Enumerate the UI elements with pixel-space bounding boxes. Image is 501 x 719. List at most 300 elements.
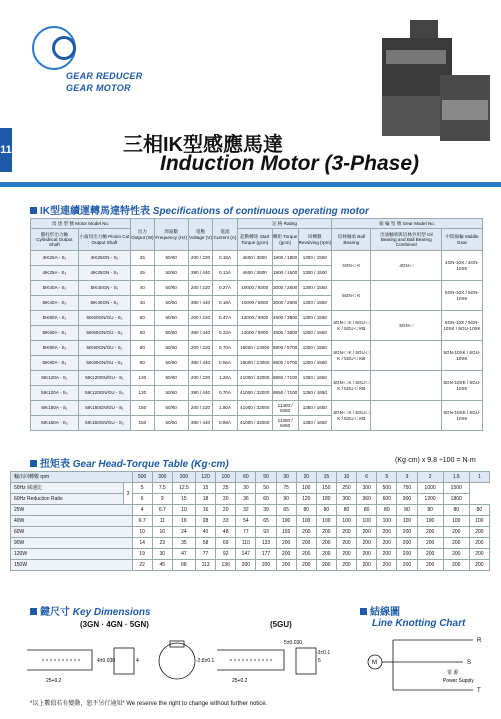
ratio-60-cell: 9: [152, 494, 172, 505]
torque-cell: 24: [172, 527, 195, 538]
header-pinion: 小齒切出力軸 Pinion Cut Output Shaft: [78, 229, 130, 251]
spec-cell-a: 0.88A: [213, 416, 237, 431]
torque-cell: 200: [336, 560, 356, 571]
torque-cell: 200: [377, 527, 397, 538]
ratio-50-cell: 12.5: [172, 483, 195, 494]
torque-cell: 200: [316, 538, 336, 549]
spec-row: [31, 311, 483, 326]
torque-cell: 39: [256, 505, 276, 516]
spec-cell-w: 40: [131, 281, 155, 296]
dim-label-25c: 25+0.2: [232, 678, 248, 684]
gear-cell-oil: 5GN-□: [371, 311, 442, 341]
ratio-50-cell: 300: [357, 483, 377, 494]
gear-cell-middle: 5GN-10X / 5GN-10XK: [441, 281, 482, 311]
rpm-cell: 20: [296, 472, 316, 483]
spec-cell-v: 380 / 440: [188, 296, 213, 311]
ratio-50-cell: 150: [316, 483, 336, 494]
header-oil-bearing: 含油軸承與培林共用型 Oil Bearing and Ball Bearing Combined: [371, 229, 442, 251]
rpm-cell: 30: [276, 472, 296, 483]
spec-cell-tq: 4500 / 3800: [272, 311, 298, 326]
spec-cell-cyl: 5IK40A - S₃: [31, 296, 79, 311]
ratio-60-cell: 30: [216, 494, 236, 505]
dim-section-heading: 鍵尺寸 Key Dimensions: [30, 603, 151, 618]
gear-cell-middle: 4GN-10X / 4GN-10XK: [441, 251, 482, 281]
torque-row: [11, 538, 490, 549]
spec-cell-hz: 50/60: [154, 356, 188, 371]
torque-cell: 200: [443, 549, 469, 560]
spec-cell-w: 25: [131, 251, 155, 266]
torque-cell: 47: [172, 549, 195, 560]
ratio-50-cell: 15: [196, 483, 216, 494]
torque-cell: 92: [216, 549, 236, 560]
rpm-cell: 60: [236, 472, 256, 483]
torque-cell: 200: [236, 560, 256, 571]
spec-cell-v: 200 / 220: [188, 341, 213, 356]
spec-cell-w: 60: [131, 311, 155, 326]
torque-cell: 136: [216, 560, 236, 571]
ratio-60-cell: 300: [336, 494, 356, 505]
gear-cell-oil: [371, 341, 442, 371]
spec-cell-a: 0.47A: [213, 311, 237, 326]
torque-cell: 80: [377, 505, 397, 516]
spec-cell-v: 380 / 440: [188, 386, 213, 401]
torque-cell: 200: [397, 549, 417, 560]
torque-cell: 200: [417, 538, 443, 549]
spec-cell-v: 200 / 220: [188, 401, 213, 416]
ratio-50-cell: 500: [377, 483, 397, 494]
spec-cell-cyl: 5IK150A - S₁: [31, 401, 79, 416]
spec-cell-tq: 3000 / 2600: [272, 281, 298, 296]
ratio-60-cell: 60: [256, 494, 276, 505]
torque-cell: 6.7: [132, 516, 152, 527]
torque-cell: 45: [152, 560, 172, 571]
spec-section-heading: IK型連續運轉馬達特性表 Specifications of continuous operating motor: [30, 202, 369, 217]
spec-cell-pin: 5IK90GN/GU - S₁: [78, 341, 130, 356]
spec-cell-st: 13000 / 9000: [237, 311, 272, 326]
dim-label-25b: -2.5±0.1: [196, 658, 215, 664]
torque-cell: 14: [132, 538, 152, 549]
torque-cell: 200: [377, 560, 397, 571]
gear-cell-ball: 5GN-□ K / 5GU-□ K / 5GU-□ KB: [332, 371, 371, 401]
spec-cell-hz: 50/60: [154, 401, 188, 416]
spec-cell-tq: 8650 / 7100: [272, 371, 298, 386]
spec-row: [31, 281, 483, 296]
torque-cell: 177: [256, 549, 276, 560]
spec-cell-tq: 1900 / 1600: [272, 266, 298, 281]
page-title-zh: 三相IK型感應馬達: [123, 134, 283, 156]
rpm-cell: 1.5: [443, 472, 469, 483]
torque-cell: 110: [236, 538, 256, 549]
spec-cell-pin: 5IK40GN - S₁: [78, 281, 130, 296]
motor-label: M: [372, 660, 377, 666]
torque-cell: 200: [397, 538, 417, 549]
spec-cell-pin: 5IK120GN/GU - S₁: [78, 371, 130, 386]
torque-cell: 200: [296, 549, 316, 560]
rpm-cell: 200: [172, 472, 195, 483]
spec-cell-v: 200 / 220: [188, 371, 213, 386]
line-label-r: R: [477, 638, 482, 644]
torque-cell: 11: [152, 516, 172, 527]
torque-cell: 16: [196, 505, 216, 516]
spec-cell-a: 0.70A: [213, 386, 237, 401]
torque-row-label: 40W: [11, 516, 133, 527]
dim-label-4b: 4: [136, 658, 139, 664]
ratio-60-cell: 900: [397, 494, 417, 505]
torque-cell: 80: [443, 505, 469, 516]
spec-cell-w: 25: [131, 266, 155, 281]
torque-row: [11, 527, 490, 538]
spec-cell-st: 10000 / 8000: [237, 296, 272, 311]
torque-row-label: 150W: [11, 560, 133, 571]
spec-cell-rpm: 1300 / 1500: [298, 266, 332, 281]
torque-row: [11, 516, 490, 527]
header-cylindrical: 圓柱形出力軸 Cylindrical Output Shaft: [31, 229, 79, 251]
spec-cell-pin: 5IK60GN/GU - S₃: [78, 326, 130, 341]
spec-cell-w: 150: [131, 416, 155, 431]
torque-cell: 200: [377, 538, 397, 549]
spec-table: [30, 218, 483, 431]
rpm-cell: 120: [196, 472, 216, 483]
torque-cell: 30: [152, 549, 172, 560]
ratio-50-cell: 75: [276, 483, 296, 494]
spec-cell-hz: 50/60: [154, 311, 188, 326]
torque-cell: 200: [296, 527, 316, 538]
spec-cell-st: 18000 / 13000: [237, 341, 272, 356]
spec-cell-a: 0.70A: [213, 341, 237, 356]
key-dimension-drawings: [22, 630, 332, 690]
spec-cell-cyl: 5IK60A - S₃: [31, 326, 79, 341]
footnote: *以上數值若有變動，恕不另行通知* We reserve the right to change without further notice.: [30, 701, 268, 707]
power-label-zh: 電 源: [447, 670, 459, 676]
ratio-50-cell: 750: [397, 483, 417, 494]
spec-cell-v: 200 / 220: [188, 251, 213, 266]
torque-cell: 200: [336, 527, 356, 538]
torque-row-label: 25W: [11, 505, 133, 516]
ratio-60-cell: 36: [236, 494, 256, 505]
ratio-50-cell: 30: [236, 483, 256, 494]
spec-cell-cyl: 5IK90A - S₁: [31, 341, 79, 356]
torque-cell: 200: [256, 560, 276, 571]
torque-cell: 100: [469, 516, 489, 527]
rpm-cell: 50: [256, 472, 276, 483]
spec-cell-tq: 11300 / 9450: [272, 401, 298, 416]
section-square-icon: [30, 207, 37, 214]
wiring-section-heading: 結線圖: [360, 603, 400, 618]
torque-cell: 200: [443, 560, 469, 571]
header-motor-model: 馬 達 型 號 Motor Model No.: [31, 219, 131, 229]
torque-cell: 16: [152, 527, 172, 538]
spec-cell-hz: 50/60: [154, 416, 188, 431]
spec-cell-st: 13000 / 9000: [237, 326, 272, 341]
torque-cell: 80: [336, 505, 356, 516]
spec-cell-w: 40: [131, 296, 155, 311]
torque-cell: 100: [443, 516, 469, 527]
spec-cell-v: 380 / 440: [188, 416, 213, 431]
torque-cell: 200: [296, 538, 316, 549]
spec-cell-cyl: 4IK25A - S₁: [31, 251, 79, 266]
spec-cell-hz: 50/60: [154, 251, 188, 266]
spec-cell-st: 10000 / 8000: [237, 281, 272, 296]
torque-cell: 200: [357, 538, 377, 549]
spec-cell-hz: 50/60: [154, 281, 188, 296]
dim-label-25a: 25+0.2: [46, 678, 62, 684]
spec-cell-rpm: 1350 / 1650: [298, 401, 332, 416]
gear-cell-oil: [371, 281, 442, 311]
dim-label-5b: 5: [318, 658, 321, 664]
rpm-cell: 15: [316, 472, 336, 483]
torque-cell: 200: [397, 527, 417, 538]
ratio-60-cell: 360: [357, 494, 377, 505]
torque-cell: 200: [357, 527, 377, 538]
torque-cell: 65: [276, 505, 296, 516]
spec-cell-st: 41000 / 32000: [237, 416, 272, 431]
torque-cell: 93: [256, 527, 276, 538]
torque-cell: 100: [397, 516, 417, 527]
spec-cell-w: 150: [131, 401, 155, 416]
spec-cell-a: 0.18A: [213, 251, 237, 266]
dim-left-caption: (3GN · 4GN · 5GN): [80, 620, 149, 629]
torque-cell: 77: [196, 549, 216, 560]
spec-cell-hz: 50/60: [154, 296, 188, 311]
torque-cell: 200: [469, 538, 489, 549]
torque-row-label: 60W: [11, 527, 133, 538]
torque-cell: 19: [132, 549, 152, 560]
torque-row-label: 90W: [11, 538, 133, 549]
torque-row-label: 120W: [11, 549, 133, 560]
torque-cell: 200: [469, 527, 489, 538]
torque-cell: 200: [469, 560, 489, 571]
ratio-60-cell: 1800: [443, 494, 469, 505]
section-square-icon: [30, 460, 37, 467]
gear-cell-ball: 5GN-□ K / 5GU-□ K / 5GU-□ KB: [332, 401, 371, 431]
torque-table: [10, 471, 490, 571]
spec-cell-a: 1.28A: [213, 371, 237, 386]
rpm-cell: 2: [417, 472, 443, 483]
spec-cell-v: 380 / 440: [188, 266, 213, 281]
header-middle-gear: 中間齒輪 Middle Gear: [441, 229, 482, 251]
torque-cell: 155: [276, 527, 296, 538]
torque-cell: 200: [469, 549, 489, 560]
ratio-60-cell: 90: [276, 494, 296, 505]
torque-cell: 10: [132, 527, 152, 538]
spec-cell-a: 1.80A: [213, 401, 237, 416]
torque-cell: 100: [316, 516, 336, 527]
spec-cell-v: 200 / 220: [188, 281, 213, 296]
header-voltage: 電壓 Voltage (V): [188, 219, 213, 251]
torque-cell: 80: [357, 505, 377, 516]
header-start-torque: 起動轉矩 Start Torque (gcm): [237, 229, 272, 251]
motor-photo: [380, 20, 490, 148]
wiring-diagram: [355, 630, 495, 700]
section-square-icon: [360, 608, 367, 615]
ratio-label-60hz: 60Hz Reduction Ratio: [11, 494, 124, 505]
spec-cell-cyl: 5IK120A - S₃: [31, 386, 79, 401]
spec-cell-cyl: 4IK25A - S₃: [31, 266, 79, 281]
spec-row: [31, 371, 483, 386]
spec-cell-v: 380 / 440: [188, 326, 213, 341]
rpm-cell: 3: [397, 472, 417, 483]
ratio-60-cell: 18: [196, 494, 216, 505]
torque-cell: 200: [336, 549, 356, 560]
torque-section-heading: 扭矩表 Gear Head-Torque Table (Kg·cm): [30, 455, 229, 470]
ratio-60-cell: 15: [172, 494, 195, 505]
gear-cell-ball: 5GN-□ K / 5GU-□ K / 5GU-□ KB: [332, 311, 371, 341]
spec-row: [31, 251, 483, 266]
torque-cell: 100: [296, 516, 316, 527]
gear-cell-middle: 5GN-10XK / 5GU-10XK: [441, 401, 482, 431]
torque-cell: 54: [236, 516, 256, 527]
dim-label-5a: 5±0.030: [284, 640, 303, 646]
torque-cell: 40: [196, 527, 216, 538]
spec-cell-st: 41000 / 32000: [237, 401, 272, 416]
ratio-50-cell: 25: [216, 483, 236, 494]
torque-cell: 80: [397, 505, 417, 516]
spec-cell-cyl: 5IK90A - S₃: [31, 356, 79, 371]
rpm-cell: 5: [377, 472, 397, 483]
torque-cell: 100: [276, 516, 296, 527]
torque-row: [11, 505, 490, 516]
header-ball-bearing: 培林軸承 Ball Bearing: [332, 229, 371, 251]
chapter-tab: 11: [0, 128, 12, 172]
brand-line-1: GEAR REDUCER: [66, 71, 143, 81]
gear-cell-oil: 4GN-□: [371, 251, 442, 281]
torque-cell: 10: [172, 505, 195, 516]
spec-cell-rpm: 1350 / 1650: [298, 386, 332, 401]
spec-cell-cyl: 5IK150A - S₃: [31, 416, 79, 431]
spec-cell-tq: 6800 / 5700: [272, 356, 298, 371]
spec-cell-rpm: 1300 / 1550: [298, 326, 332, 341]
ratio-label-50hz: 50Hz 減速比: [11, 483, 124, 494]
spec-cell-pin: 4IK25GN - S₁: [78, 251, 130, 266]
spec-cell-rpm: 1300 / 1550: [298, 296, 332, 311]
spec-cell-pin: 5IK90GN/GU - S₃: [78, 356, 130, 371]
spec-cell-a: 0.56A: [213, 356, 237, 371]
spec-cell-st: 41000 / 32000: [237, 371, 272, 386]
torque-cell: 100: [377, 516, 397, 527]
spec-cell-a: 0.27A: [213, 281, 237, 296]
ratio-50-cell: 1000: [417, 483, 443, 494]
torque-cell: 200: [417, 527, 443, 538]
spec-cell-rpm: 1300 / 1550: [298, 341, 332, 356]
page-title-en: Induction Motor (3-Phase): [160, 152, 419, 175]
spec-cell-rpm: 1300 / 1550: [298, 251, 332, 266]
torque-cell: 28: [196, 516, 216, 527]
torque-cell: 58: [196, 538, 216, 549]
spec-cell-rpm: 1300 / 1550: [298, 356, 332, 371]
torque-cell: 16: [172, 516, 195, 527]
spec-cell-st: 4600 / 3600: [237, 251, 272, 266]
torque-cell: 200: [397, 560, 417, 571]
torque-cell: 100: [336, 516, 356, 527]
spec-cell-tq: 11300 / 9450: [272, 416, 298, 431]
spec-cell-pin: 5IK120GN/GU - S₃: [78, 386, 130, 401]
spec-cell-tq: 6800 / 5700: [272, 341, 298, 356]
gear-cell-ball: 4GN-□ K: [332, 251, 371, 281]
ratio-60-cell: 6: [132, 494, 152, 505]
spec-cell-pin: 5IK150GN/GU - S₃: [78, 416, 130, 431]
title-divider: [0, 182, 501, 187]
spec-cell-rpm: 1300 / 1550: [298, 311, 332, 326]
ratio-60-cell: 600: [377, 494, 397, 505]
torque-cell: 200: [276, 538, 296, 549]
spec-cell-hz: 50/60: [154, 326, 188, 341]
spec-cell-a: 0.18A: [213, 296, 237, 311]
torque-cell: 200: [443, 527, 469, 538]
header-output: 出力 Output (W): [131, 219, 155, 251]
header-torque: 轉矩 Torque (gcm): [272, 229, 298, 251]
torque-cell: 80: [296, 505, 316, 516]
gear-logo-icon: [52, 36, 76, 60]
ratio-50-cell: 1500: [443, 483, 469, 494]
ratio-50-cell: 5: [132, 483, 152, 494]
dim-right-caption: (5GU): [270, 620, 292, 629]
torque-cell: 80: [469, 505, 489, 516]
header-rating: 定 格 Rating: [237, 219, 331, 229]
torque-cell: 77: [236, 527, 256, 538]
torque-cell: 33: [216, 516, 236, 527]
torque-cell: 200: [443, 538, 469, 549]
gear-cell-middle: 5GN-10XK / 5GU-10XK: [441, 341, 482, 371]
torque-cell: 80: [417, 505, 443, 516]
spec-cell-pin: 5IK40GN - S₃: [78, 296, 130, 311]
ratio-60-cell: 120: [296, 494, 316, 505]
torque-cell: 200: [417, 560, 443, 571]
gear-cell-oil: [371, 371, 442, 401]
torque-cell: 100: [417, 516, 443, 527]
spec-cell-w: 90: [131, 341, 155, 356]
ratio-50-cell: 50: [256, 483, 276, 494]
torque-cell: 200: [357, 560, 377, 571]
spec-cell-rpm: 1350 / 1650: [298, 416, 332, 431]
power-label-en: Power Supply: [443, 678, 474, 684]
spec-cell-tq: 4500 / 3800: [272, 326, 298, 341]
gear-cell-ball: 5GN-□ K / 5GU-□ K / 5GU-□ KB: [332, 341, 371, 371]
ratio-50-cell: 250: [336, 483, 356, 494]
spec-row: [31, 341, 483, 356]
torque-cell: 68: [172, 560, 195, 571]
torque-cell: 200: [336, 538, 356, 549]
wiring-section-title-en: Line Knotting Chart: [372, 618, 466, 629]
spec-cell-w: 120: [131, 386, 155, 401]
torque-row: [11, 560, 490, 571]
torque-cell: 200: [316, 549, 336, 560]
spec-cell-a: 0.33A: [213, 326, 237, 341]
gear-cell-middle: 5GN-10XK / 5GU-10XK: [441, 371, 482, 401]
line-label-t: T: [477, 688, 481, 694]
spec-cell-cyl: 5IK40A - S₁: [31, 281, 79, 296]
spec-cell-w: 60: [131, 326, 155, 341]
torque-cell: 113: [196, 560, 216, 571]
torque-cell: 200: [316, 560, 336, 571]
spec-cell-pin: 5IK60GN/GU - S₁: [78, 311, 130, 326]
rpm-cell: 1: [469, 472, 489, 483]
torque-cell: 4: [132, 505, 152, 516]
torque-row: [11, 549, 490, 560]
spec-cell-st: 18000 / 13000: [237, 356, 272, 371]
torque-cell: 147: [236, 549, 256, 560]
spec-cell-tq: 1900 / 1800: [272, 251, 298, 266]
spec-cell-cyl: 5IK120A - S₁: [31, 371, 79, 386]
spec-cell-hz: 50/60: [154, 341, 188, 356]
torque-cell: 20: [216, 505, 236, 516]
torque-cell: 200: [377, 549, 397, 560]
torque-cell: 48: [216, 527, 236, 538]
spec-cell-w: 120: [131, 371, 155, 386]
torque-cell: 65: [256, 516, 276, 527]
gear-cell-oil: [371, 401, 442, 431]
spec-cell-st: 41000 / 32000: [237, 386, 272, 401]
spec-cell-tq: 3000 / 2600: [272, 296, 298, 311]
